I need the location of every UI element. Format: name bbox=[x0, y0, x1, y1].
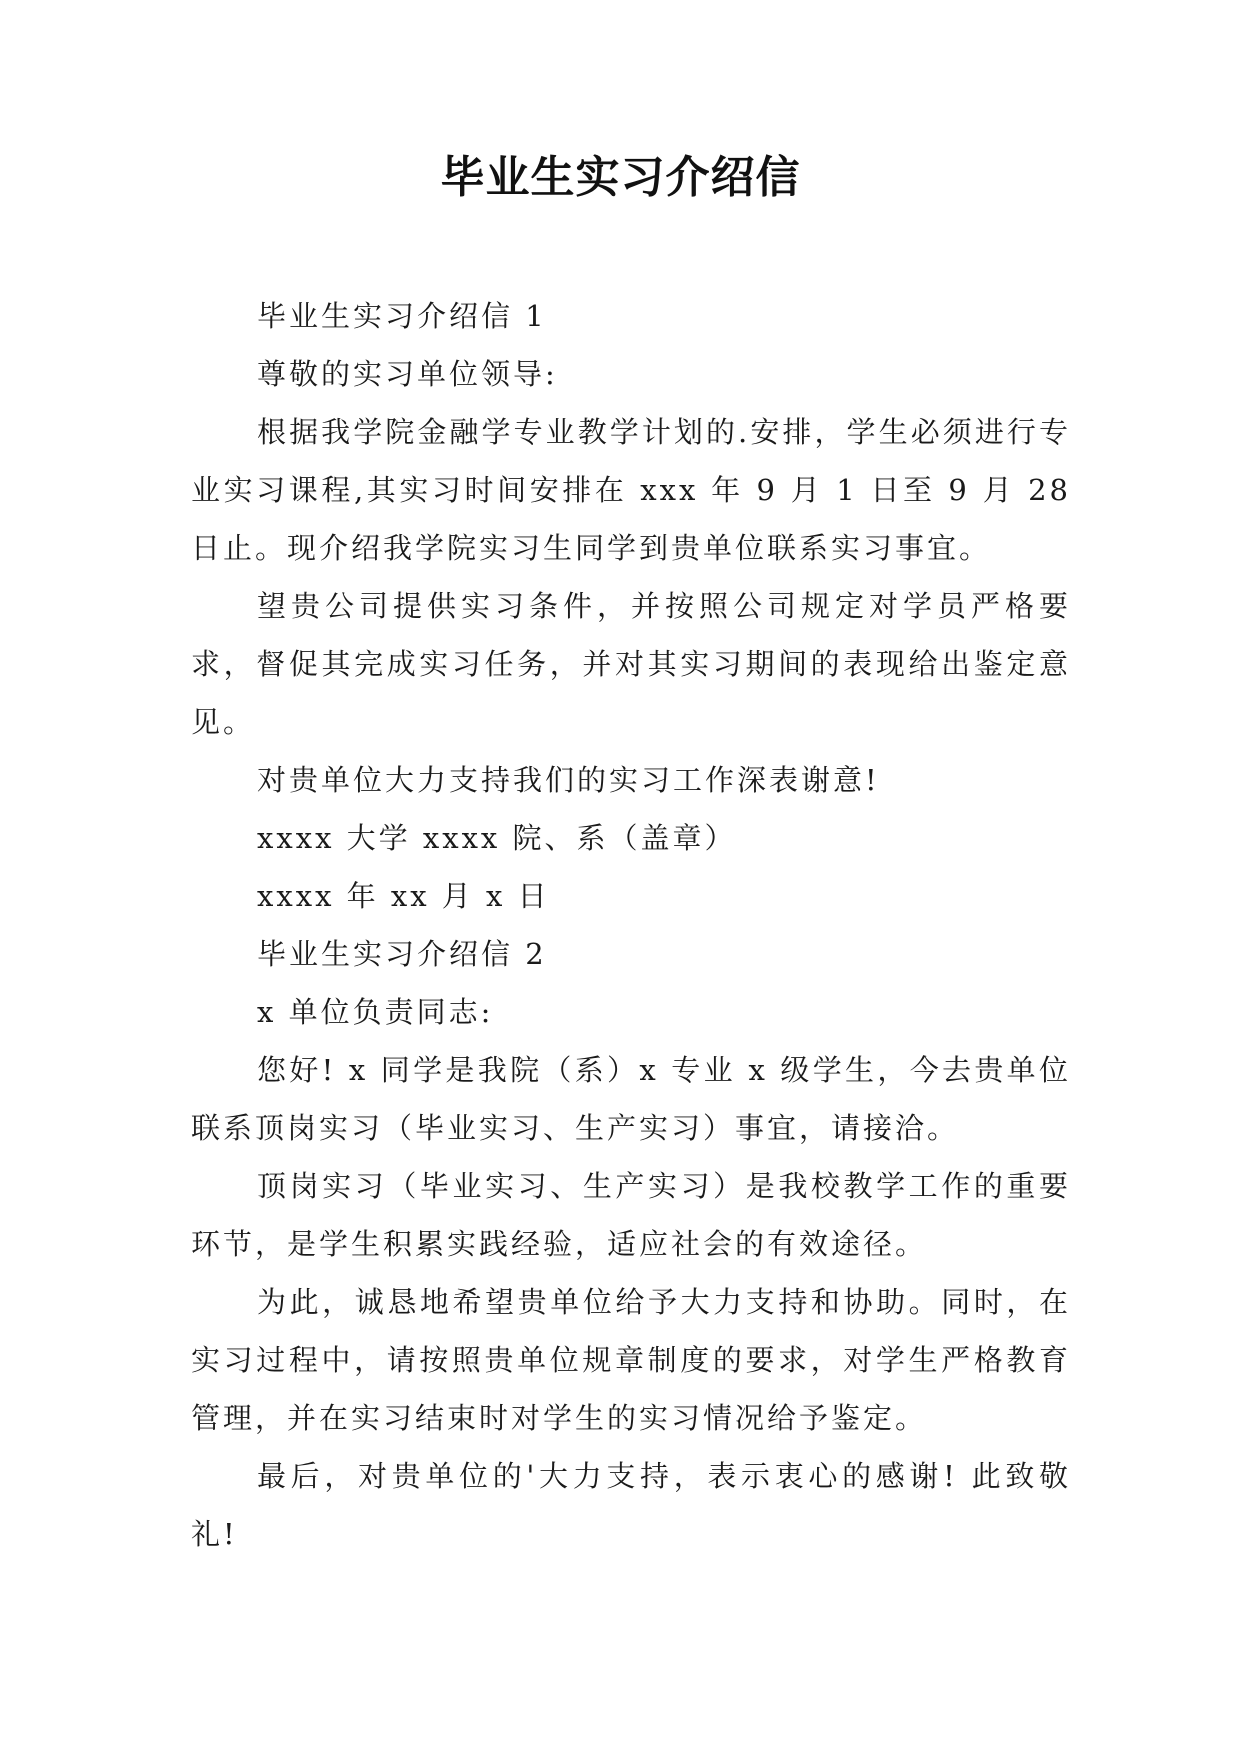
body-paragraph: 顶岗实习（毕业实习、生产实习）是我校教学工作的重要环节，是学生积累实践经验，适应社会的有效途径。 bbox=[191, 1169, 1071, 1261]
signature-organization: xxxx 大学 xxxx 院、系（盖章） bbox=[257, 821, 737, 855]
body-paragraph: 根据我学院金融学专业教学计划的.安排，学生必须进行专业实习课程,其实习时间安排在 xxx 年 9 月 1 日至 9 月 28 日止。现介绍我学院实习生同学到贵单位联系实习事宜。 bbox=[191, 415, 1071, 565]
section-heading-2: 毕业生实习介绍信 2 bbox=[257, 937, 547, 971]
salutation-1: 尊敬的实习单位领导: bbox=[257, 357, 558, 391]
closing-paragraph: 最后，对贵单位的'大力支持，表示衷心的感谢! 此致敬礼! bbox=[191, 1459, 1071, 1551]
body-paragraph: 您好! x 同学是我院（系）x 专业 x 级学生，今去贵单位联系顶岗实习（毕业实习、生产实习）事宜，请接洽。 bbox=[191, 1053, 1071, 1145]
body-paragraph: 望贵公司提供实习条件，并按照公司规定对学员严格要求，督促其完成实习任务，并对其实习期间的表现给出鉴定意见。 bbox=[191, 589, 1071, 739]
document-title: 毕业生实习介绍信 bbox=[440, 152, 801, 203]
salutation-2: x 单位负责同志: bbox=[257, 995, 494, 1029]
body-paragraph: 为此，诚恳地希望贵单位给予大力支持和协助。同时，在实习过程中，请按照贵单位规章制度的要求，对学生严格教育管理，并在实习结束时对学生的实习情况给予鉴定。 bbox=[191, 1285, 1071, 1435]
section-heading-1: 毕业生实习介绍信 1 bbox=[257, 299, 547, 333]
body-paragraph: 对贵单位大力支持我们的实习工作深表谢意! bbox=[257, 763, 880, 797]
signature-date: xxxx 年 xx 月 x 日 bbox=[257, 879, 550, 913]
document-body bbox=[191, 287, 1071, 1563]
